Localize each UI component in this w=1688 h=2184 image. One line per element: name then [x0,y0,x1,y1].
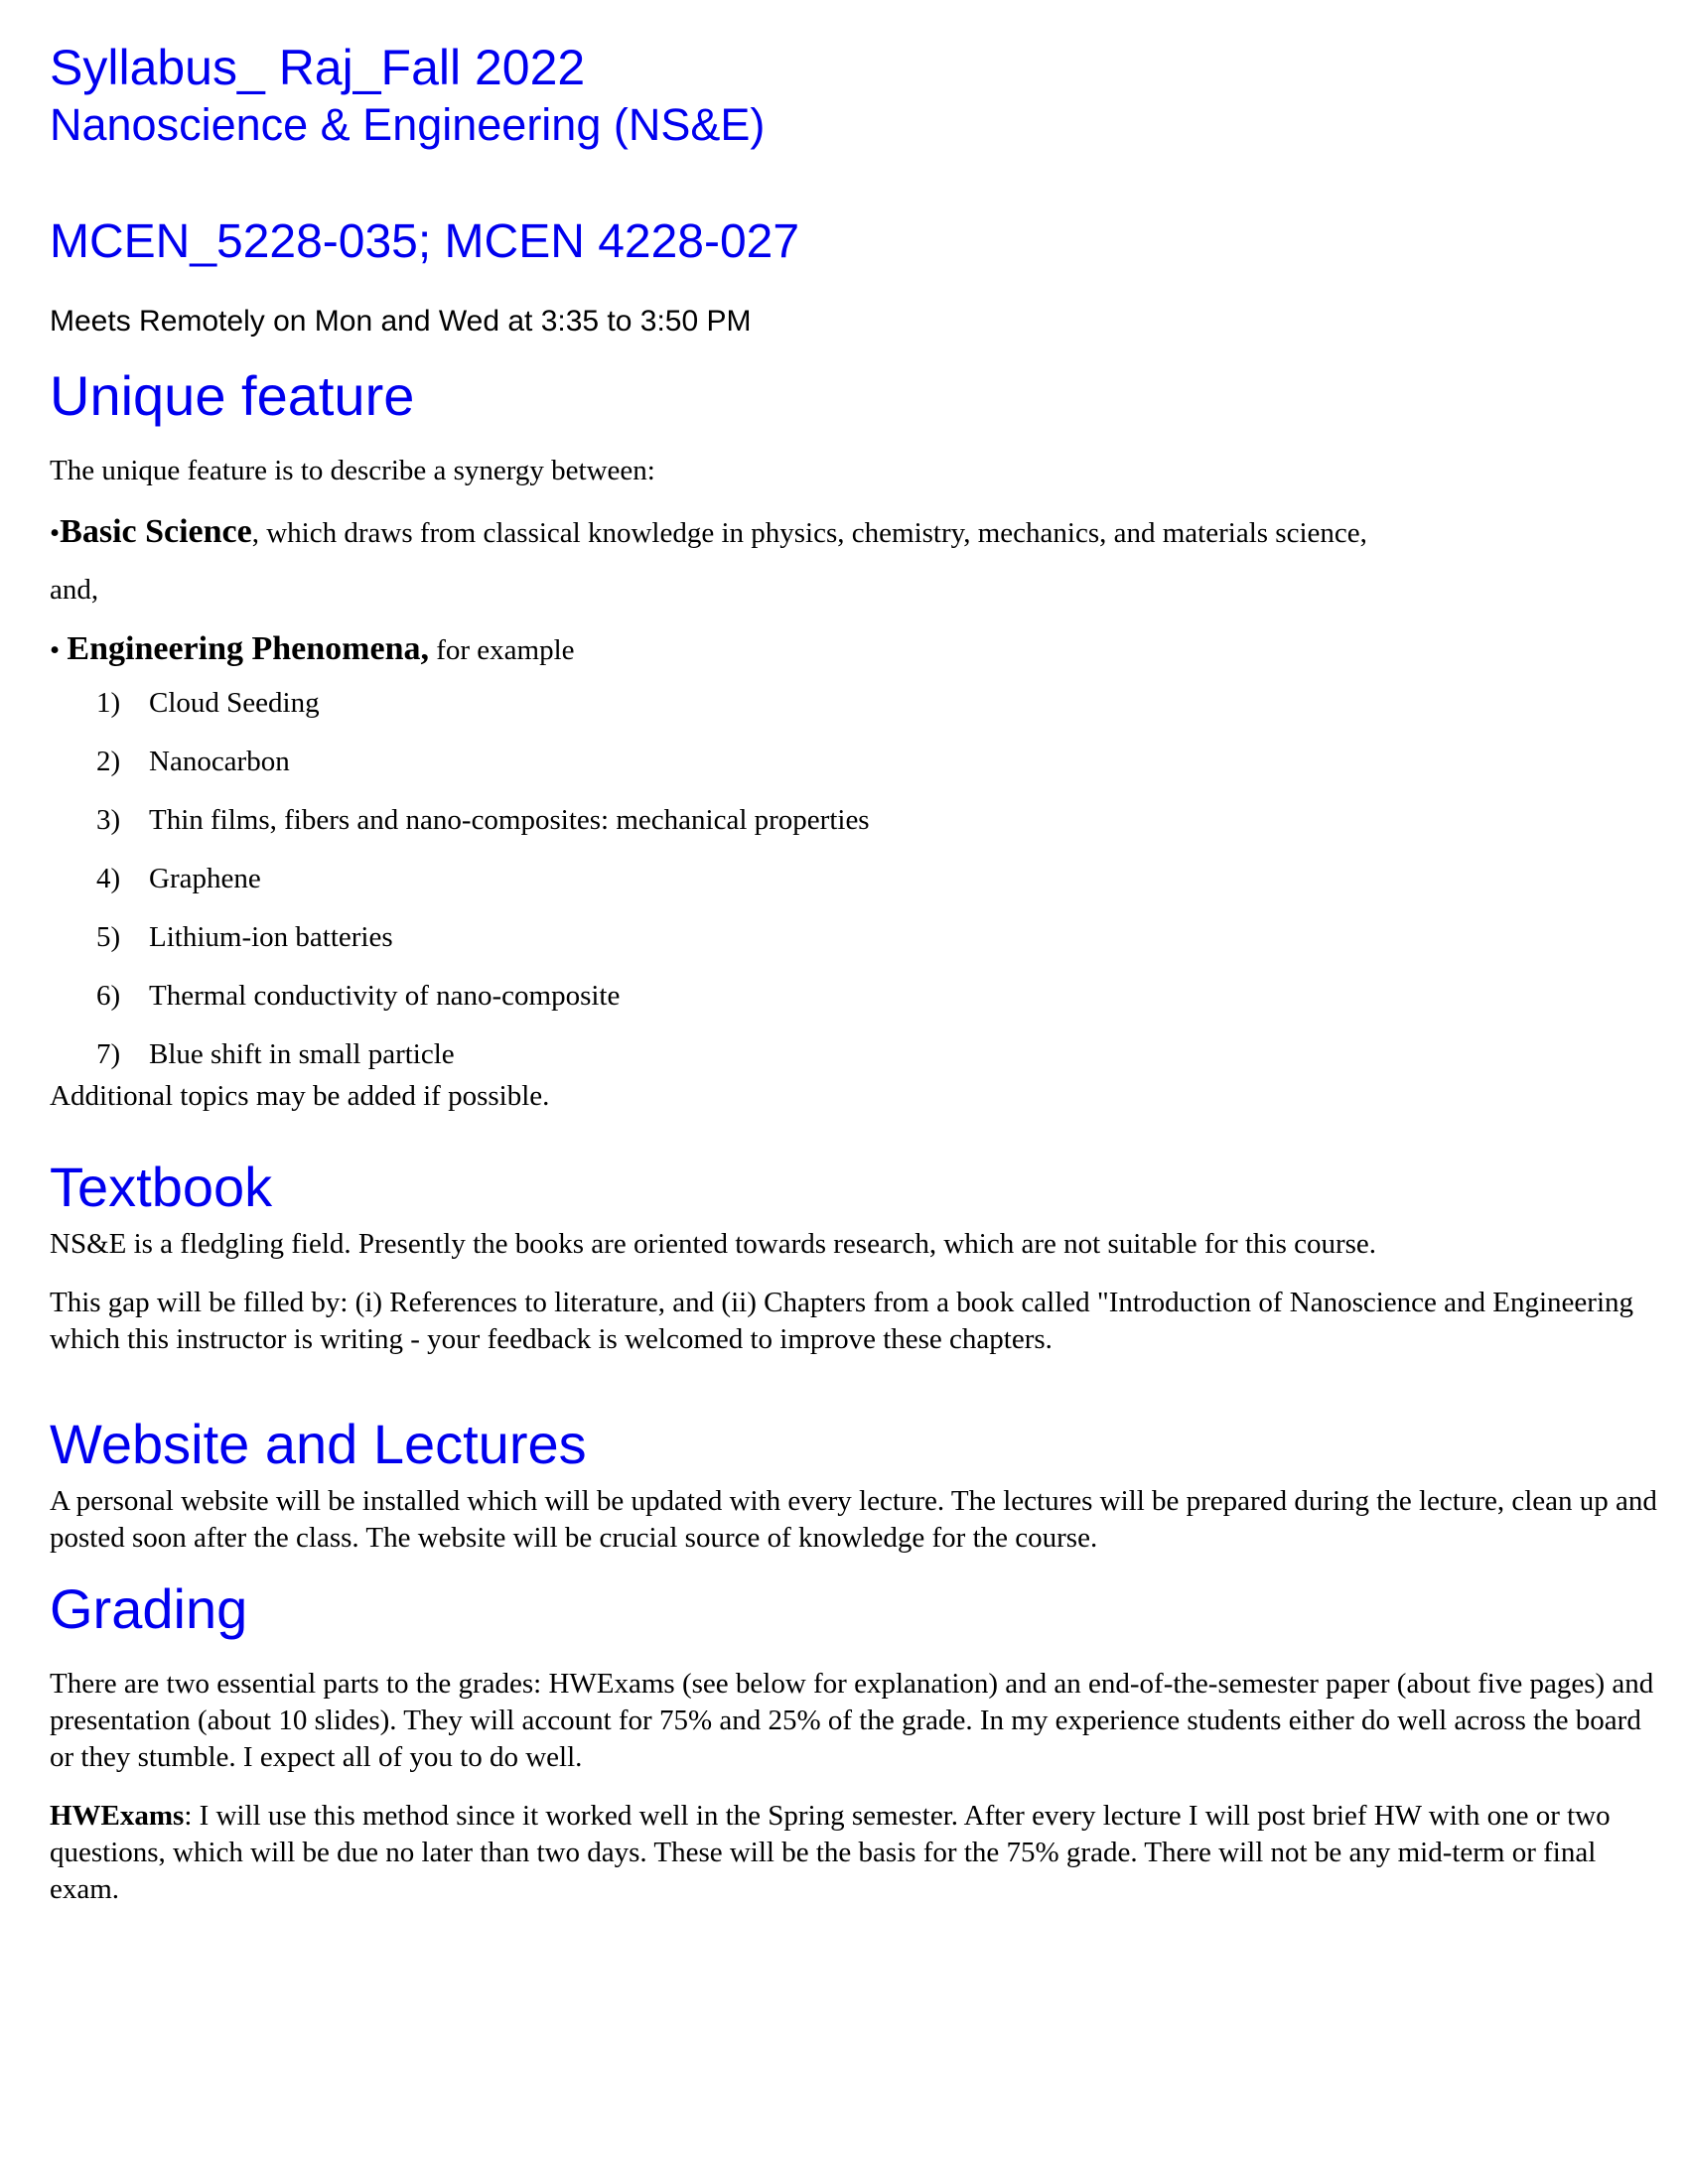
topic-text: Lithium-ion batteries [149,921,393,953]
bullet: • [50,634,61,666]
heading-unique-feature: Unique feature [50,364,415,427]
additional-topics: Additional topics may be added if possible. [50,1080,550,1112]
bullet: • [50,517,61,549]
engineering-phenomena-item [50,630,1658,669]
syllabus-page [50,38,1658,1908]
topic-item [96,744,1658,802]
topic-item [96,978,1658,1036]
engineering-phenomena-term: Engineering Phenomena, [67,630,429,667]
document-subtitle: Nanoscience & Engineering (NS&E) [50,99,766,150]
topics-list [50,685,1658,1095]
topic-text: Nanocarbon [149,746,290,777]
topic-item [96,802,1658,861]
topic-text: Thermal conductivity of nano-composite [149,980,621,1012]
heading-textbook: Textbook [50,1156,273,1218]
basic-science-text: , which draws from classical knowledge in physics, chemistry, mechanics, and materials science, [251,517,1367,549]
topic-item [96,861,1658,919]
basic-science-item [50,513,1658,552]
hwexams-para [50,1798,1658,1908]
topic-number: 6) [96,980,121,1012]
meeting-info: Meets Remotely on Mon and Wed at 3:35 to 3:50 PM [50,305,752,338]
topic-text: Blue shift in small particle [149,1038,455,1070]
topic-number: 1) [96,687,121,719]
topic-number: 7) [96,1038,121,1070]
engineering-phenomena-text: for example [428,634,575,666]
heading-grading: Grading [50,1577,248,1640]
topic-item [96,685,1658,744]
topic-text: Graphene [149,863,261,894]
website-para: A personal website will be installed which will be updated with every lecture. The lectures will be prepared during the lecture, clean up and posted soon after the class. The website will be crucial source of knowledge for the course. [50,1485,1657,1554]
topic-text: Cloud Seeding [149,687,320,719]
topic-number: 3) [96,804,121,836]
grading-para-1: There are two essential parts to the grades: HWExams (see below for explanation) and an end-of-the-semester paper (about five pages) and presentation (about 10 slides). They will account for 75% and 25% of the grade. In my experience students either do well across the board or they stumble. I expect all of you to do well. [50,1668,1654,1773]
hwexams-term: HWExams [50,1800,185,1832]
textbook-para-2: This gap will be filled by: (i) References to literature, and (ii) Chapters from a book called "Introduction of Nanoscience and Engineering which this instructor is writing - your feedback is welcomed to improve these chapters. [50,1287,1634,1355]
heading-website-lectures: Website and Lectures [50,1413,587,1475]
document-title: Syllabus_ Raj_Fall 2022 [50,40,586,95]
topic-number: 4) [96,863,121,894]
basic-science-term: Basic Science [60,513,252,550]
and-text: and, [50,574,99,606]
topic-number: 2) [96,746,121,777]
textbook-para-1: NS&E is a fledgling field. Presently the books are oriented towards research, which are not suitable for this course. [50,1228,1377,1260]
course-codes: MCEN_5228-035; MCEN 4228-027 [50,215,800,268]
hwexams-text: : I will use this method since it worked well in the Spring semester. After every lecture I will post brief HW with one or two questions, which will be due no later than two days. These will be the basis for the 75% grade. There will not be any mid-term or final exam. [50,1800,1611,1905]
topic-text: Thin films, fibers and nano-composites: mechanical properties [149,804,870,836]
topic-number: 5) [96,921,121,953]
topic-item [96,919,1658,978]
unique-feature-intro: The unique feature is to describe a synergy between: [50,455,655,486]
